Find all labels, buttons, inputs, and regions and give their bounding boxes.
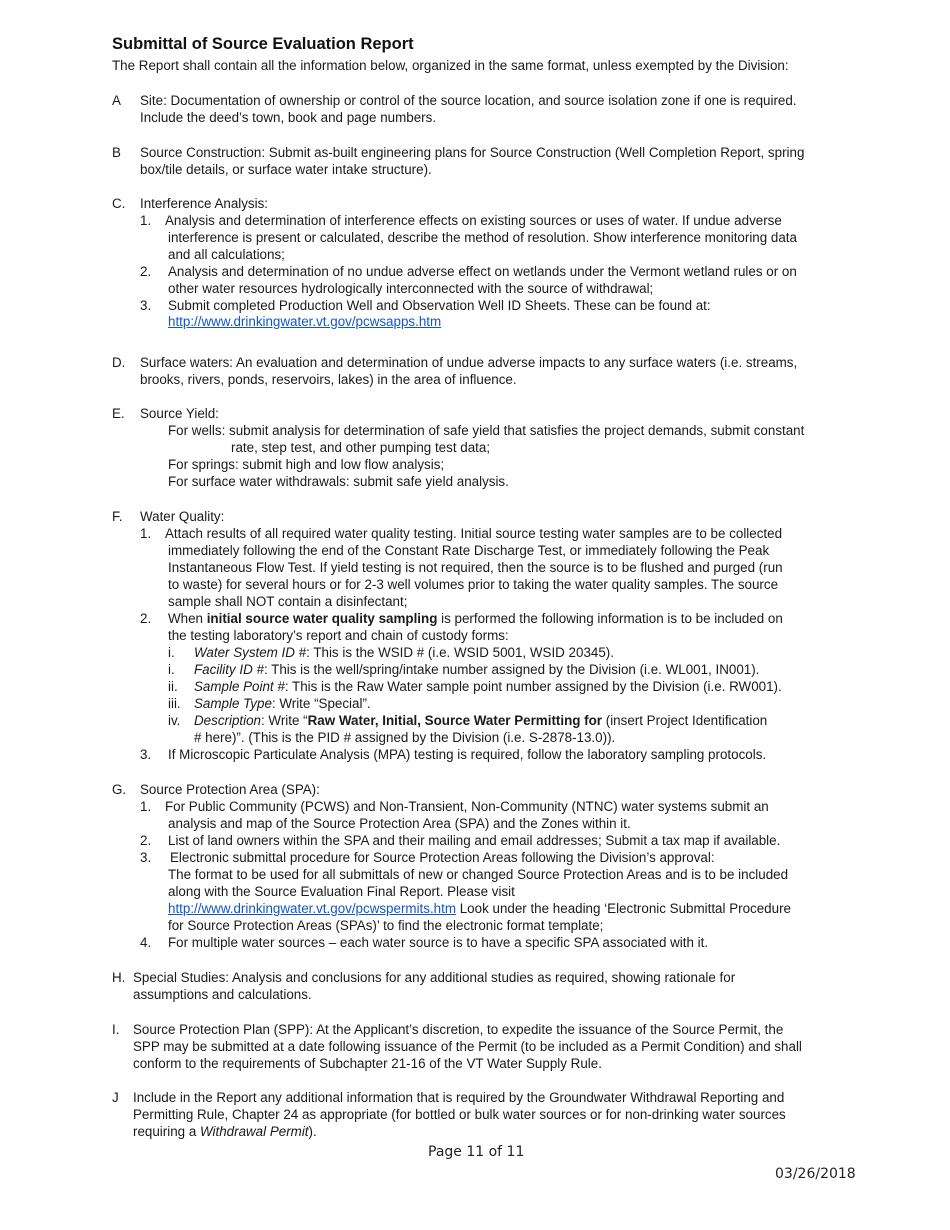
section-b-line: Source Construction: Submit as-built engineering plans for Source Construction (Well Completion Report, spring — [140, 145, 805, 160]
list-item-line: other water resources hydrologically interconnected with the source of withdrawal; — [168, 281, 654, 296]
list-item-line: Analysis and determination of interference effects on existing sources or uses of water. If undue adverse — [165, 213, 782, 228]
section-letter: B — [112, 145, 121, 160]
section-e-springs: For springs: submit high and low flow analysis; — [168, 457, 445, 472]
section-e-surface: For surface water withdrawals: submit safe yield analysis. — [168, 474, 509, 489]
list-number: 3. — [140, 747, 152, 762]
sublist-item: Description: Write “Raw Water, Initial, Source Water Permitting for (insert Project Identification — [194, 713, 768, 728]
list-item-line: the testing laboratory’s report and chain of custody forms: — [168, 628, 509, 643]
section-d-line: Surface waters: An evaluation and determination of undue adverse impacts to any surface waters (i.e. streams, — [140, 355, 798, 370]
list-number: 4. — [140, 935, 152, 950]
sublist-item: Facility ID #: This is the well/spring/intake number assigned by the Division (i.e. WL001, IN001). — [194, 662, 760, 677]
list-item-line: along with the Source Evaluation Final Report. Please visit — [168, 884, 515, 899]
page-title: Submittal of Source Evaluation Report — [112, 35, 414, 53]
list-item-line: List of land owners within the SPA and their mailing and email addresses; Submit a tax map if available. — [168, 833, 781, 848]
section-j-line: Include in the Report any additional information that is required by the Groundwater Withdrawal Reporting and — [133, 1090, 785, 1105]
list-item-line: http://www.drinkingwater.vt.gov/pcwspermits.htm Look under the heading ‘Electronic Submittal Procedure — [168, 901, 791, 916]
section-d-line: brooks, rivers, ponds, reservoirs, lakes) in the area of influence. — [140, 372, 517, 387]
sublist-number: i. — [168, 645, 175, 660]
section-heading: Interference Analysis: — [140, 196, 269, 211]
section-i-line: conform to the requirements of Subchapter 21-16 of the VT Water Supply Rule. — [133, 1056, 602, 1071]
section-heading: Source Protection Area (SPA): — [140, 782, 320, 797]
list-item-line: Analysis and determination of no undue adverse effect on wetlands under the Vermont wetland rules or on — [168, 264, 797, 279]
list-item-line: Attach results of all required water quality testing. Initial source testing water samples are to be collected — [165, 526, 783, 541]
list-item-line: For multiple water sources – each water source is to have a specific SPA associated with it. — [168, 935, 709, 950]
section-j-line: requiring a Withdrawal Permit). — [133, 1124, 317, 1139]
list-item-line: Submit completed Production Well and Observation Well ID Sheets. These can be found at: — [168, 298, 711, 313]
list-item-line: immediately following the end of the Constant Rate Discharge Test, or immediately following the Peak — [168, 543, 770, 558]
list-item-line: When initial source water quality sampling is performed the following information is to be included on — [168, 611, 783, 626]
list-number: 2. — [140, 264, 152, 279]
list-item-line: and all calculations; — [168, 247, 285, 262]
sublist-item: Sample Type: Write “Special”. — [194, 696, 371, 711]
section-e-wells: For wells: submit analysis for determination of safe yield that satisfies the project demands, submit constant — [168, 423, 805, 438]
section-h-line: Special Studies: Analysis and conclusions for any additional studies as required, showing rationale for — [133, 970, 736, 985]
section-heading: Source Yield: — [140, 406, 219, 421]
sublist-item: Water System ID #: This is the WSID # (i.e. WSID 5001, WSID 20345). — [194, 645, 614, 660]
sublist-number: i. — [168, 662, 175, 677]
section-heading: Water Quality: — [140, 509, 225, 524]
bold-phrase: initial source water quality sampling — [206, 611, 438, 626]
list-number: 2. — [140, 611, 152, 626]
section-letter: G. — [112, 782, 127, 797]
bold-phrase: Raw Water, Initial, Source Water Permitting for — [307, 713, 603, 728]
page-number: Page 11 of 11 — [428, 1144, 525, 1160]
sublist-number: iii. — [168, 696, 181, 711]
pcwspermits-link[interactable]: http://www.drinkingwater.vt.gov/pcwspermits.htm — [168, 901, 457, 916]
list-item-line: Electronic submittal procedure for Source Protection Areas following the Division’s approval: — [170, 850, 715, 865]
section-b-line: box/tile details, or surface water intake structure). — [140, 162, 432, 177]
list-item-line: to waste) for several hours or for 2-3 well volumes prior to taking the water quality samples. The source — [168, 577, 779, 592]
section-a-line: Site: Documentation of ownership or control of the source location, and source isolation zone if one is required. — [140, 93, 797, 108]
section-a-line: Include the deed’s town, book and page numbers. — [140, 110, 437, 125]
section-j-line: Permitting Rule, Chapter 24 as appropriate (for bottled or bulk water sources or for non-drinking water sources — [133, 1107, 786, 1122]
section-letter: J — [112, 1090, 119, 1105]
section-i-line: SPP may be submitted at a date following issuance of the Permit (to be included as a Permit Condition) and shall — [133, 1039, 802, 1054]
list-item-line: sample shall NOT contain a disinfectant; — [168, 594, 408, 609]
list-item-line: interference is present or calculated, describe the method of resolution. Show interference monitoring data — [168, 230, 797, 245]
section-h-line: assumptions and calculations. — [133, 987, 312, 1002]
list-number: 1. — [140, 213, 152, 228]
section-e-wells: rate, step test, and other pumping test data; — [231, 440, 491, 455]
list-number: 3. — [140, 298, 152, 313]
sublist-number: iv. — [168, 713, 181, 728]
list-number: 2. — [140, 833, 152, 848]
sublist-item-line: # here)”. (This is the PID # assigned by the Division (i.e. S-2878-13.0)). — [194, 730, 616, 745]
section-letter: A — [112, 93, 121, 108]
pcwsapps-link[interactable]: http://www.drinkingwater.vt.gov/pcwsapps.htm — [168, 314, 442, 329]
section-letter: E. — [112, 406, 125, 421]
list-number: 1. — [140, 799, 152, 814]
section-letter: D. — [112, 355, 126, 370]
list-item-line: Instantaneous Flow Test. If yield testing is not required, then the source is to be flushed and purged (run — [168, 560, 783, 575]
intro-text: The Report shall contain all the information below, organized in the same format, unless exempted by the Division: — [112, 58, 789, 73]
list-item-line: analysis and map of the Source Protection Area (SPA) and the Zones within it. — [168, 816, 631, 831]
list-item-line: for Source Protection Areas (SPAs)’ to find the electronic format template; — [168, 918, 604, 933]
list-item-line: If Microscopic Particulate Analysis (MPA) testing is required, follow the laboratory sampling protocols. — [168, 747, 767, 762]
sublist-number: ii. — [168, 679, 178, 694]
section-letter: C. — [112, 196, 126, 211]
list-number: 3. — [140, 850, 152, 865]
list-item-line: For Public Community (PCWS) and Non-Transient, Non-Community (NTNC) water systems submit an — [165, 799, 769, 814]
revision-date: 03/26/2018 — [775, 1166, 856, 1182]
section-letter: I. — [112, 1022, 120, 1037]
section-letter: H. — [112, 970, 126, 985]
section-letter: F. — [112, 509, 123, 524]
list-item-line: The format to be used for all submittals of new or changed Source Protection Areas and is to be included — [168, 867, 789, 882]
section-i-line: Source Protection Plan (SPP): At the Applicant’s discretion, to expedite the issuance of the Source Permit, the — [133, 1022, 784, 1037]
sublist-item: Sample Point #: This is the Raw Water sample point number assigned by the Division (i.e. RW001). — [194, 679, 782, 694]
list-number: 1. — [140, 526, 152, 541]
